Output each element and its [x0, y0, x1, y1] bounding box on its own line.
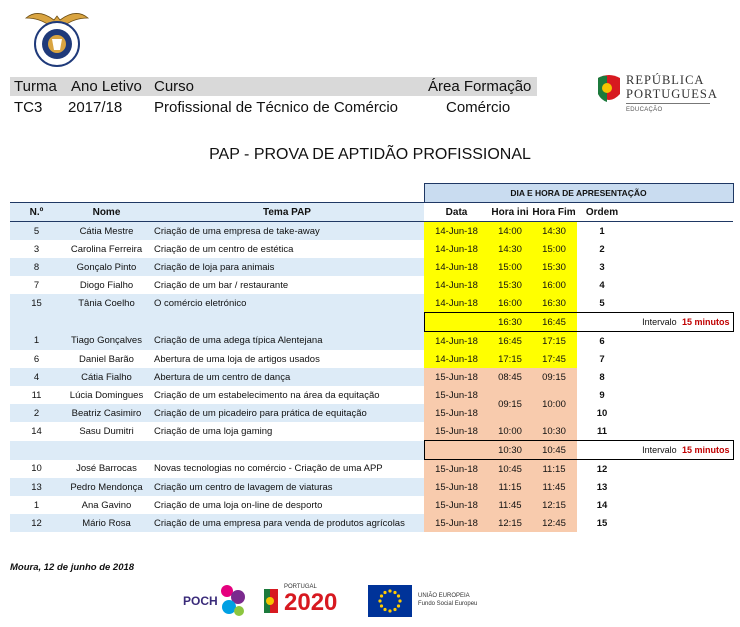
row-hora-ini: 14:30 [489, 240, 531, 258]
row-hora-ini: 08:45 [489, 368, 531, 386]
row-hora-fim: 15:00 [531, 240, 577, 258]
row-tema: Criação de uma adega típica Alentejana [154, 335, 323, 347]
row-num: 6 [33, 353, 40, 365]
row-data: 15-Jun-18 [424, 404, 489, 422]
row-num: 1 [33, 335, 40, 347]
row-num: 1 [33, 499, 40, 511]
break-hora-ini: 10:30 [489, 441, 531, 460]
row-tema: Criação de um picadeiro para prática de equitação [154, 407, 367, 419]
row-nome: Tiago Gonçalves [71, 335, 142, 347]
portugal-2020-logo [262, 583, 352, 619]
row-ordem: 6 [577, 332, 627, 351]
row-nome: Sasu Dumitri [79, 425, 134, 437]
row-num: 7 [33, 279, 40, 291]
row-hora-fim: 15:30 [531, 258, 577, 276]
row-tema: Abertura de uma loja de artigos usados [154, 353, 320, 365]
row-data: 15-Jun-18 [424, 478, 489, 496]
row-ordem: 1 [577, 222, 627, 241]
row-hora-ini: 12:15 [489, 514, 531, 532]
republica-line1: REPÚBLICA [626, 73, 705, 87]
table-row [10, 350, 733, 368]
row-tema: Criação de uma loja gaming [154, 425, 273, 437]
row-hora-ini: 09:15 [489, 386, 531, 422]
row-data: 15-Jun-18 [424, 368, 489, 386]
poch-logo [183, 583, 247, 619]
group-header: DIA E HORA DE APRESENTAÇÃO [424, 184, 733, 203]
row-hora-fim: 16:00 [531, 276, 577, 294]
portugal-2020-flag-icon [262, 587, 280, 615]
row-hora-fim: 12:15 [531, 496, 577, 514]
row-hora-ini: 15:00 [489, 258, 531, 276]
poch-text: POCH [183, 594, 218, 608]
row-hora-fim: 11:45 [531, 478, 577, 496]
eu-flag-icon [368, 585, 412, 617]
curso-label: Curso [154, 78, 195, 95]
break-hora-fim: 16:45 [531, 313, 577, 332]
republica-line2: PORTUGUESA [626, 87, 718, 101]
row-nome: Carolina Ferreira [70, 243, 143, 255]
table-row [10, 422, 733, 441]
eu-text-line1: UNIÃO EUROPEIA [418, 593, 470, 599]
row-num: 15 [31, 297, 42, 309]
row-num: 3 [33, 243, 40, 255]
row-nome: Lúcia Domingues [69, 389, 144, 401]
row-num: 8 [33, 261, 40, 273]
break-duration: 15 minutos [681, 316, 730, 327]
row-ordem: 11 [596, 425, 608, 437]
table-row [10, 478, 733, 496]
republica-divider [626, 103, 710, 104]
row-tema: Criação de loja para animais [154, 261, 275, 273]
row-data: 15-Jun-18 [424, 422, 489, 441]
row-hora-fim: 17:45 [531, 350, 577, 368]
row-num: 10 [31, 463, 42, 475]
row-hora-ini: 14:00 [489, 222, 531, 241]
area-formacao-value: Comércio [446, 99, 511, 116]
row-tema: Criação de uma empresa de take-away [154, 225, 320, 237]
row-nome: Beatriz Casimiro [71, 407, 142, 419]
area-formacao-label: Área Formação [428, 78, 532, 95]
col-data: Data [424, 203, 489, 222]
row-num: 4 [33, 371, 40, 383]
row-ordem: 10 [577, 404, 627, 422]
row-tema: Criação de uma loja on-line de desporto [154, 499, 323, 511]
row-ordem: 5 [577, 294, 627, 313]
table-row [10, 240, 733, 258]
row-ordem: 8 [577, 368, 627, 386]
row-hora-fim: 17:15 [531, 332, 577, 351]
row-nome: Diogo Fialho [79, 279, 134, 291]
row-hora-fim: 11:15 [531, 460, 577, 479]
poch-graphic-icon [217, 583, 247, 619]
row-hora-ini: 16:00 [489, 294, 531, 313]
curso-value: Profissional de Técnico de Comércio [154, 99, 399, 116]
break-row [10, 441, 733, 460]
col-hora-fim: Hora Fim [531, 203, 577, 222]
p2020-text: 2020 [284, 589, 338, 616]
row-tema: Criação de um centro de estética [154, 243, 294, 255]
row-hora-ini: 11:45 [489, 496, 531, 514]
row-ordem: 12 [596, 463, 608, 475]
row-tema: Abertura de um centro de dança [154, 371, 291, 383]
row-nome: Gonçalo Pinto [76, 261, 137, 273]
table-row [10, 222, 733, 241]
eu-text-line2: Fundo Social Europeu [418, 601, 478, 607]
row-hora-ini: 16:45 [489, 332, 531, 351]
row-ordem: 13 [577, 478, 627, 496]
row-nome: Daniel Barão [79, 353, 134, 365]
row-num: 12 [31, 517, 42, 529]
page-title: PAP - PROVA DE APTIDÃO PROFISSIONAL [209, 146, 531, 163]
row-hora-fim: 09:15 [531, 368, 577, 386]
table-row [10, 332, 733, 351]
row-hora-fim: 16:30 [531, 294, 577, 313]
row-nome: Pedro Mendonça [70, 481, 143, 493]
break-label: Intervalo [642, 444, 677, 455]
row-tema: Criação de um bar / restaurante [154, 279, 289, 291]
row-ordem: 7 [599, 353, 605, 365]
row-ordem: 9 [599, 389, 605, 401]
row-hora-fim: 10:00 [531, 386, 577, 422]
row-data: 14-Jun-18 [424, 222, 489, 241]
table-row [10, 496, 733, 514]
row-hora-fim: 12:45 [531, 514, 577, 532]
row-nome: Cátia Mestre [79, 225, 134, 237]
col-hora-ini: Hora ini [489, 203, 531, 222]
break-hora-fim: 10:45 [531, 441, 577, 460]
republica-portuguesa-logo [596, 72, 716, 118]
col-num: N.º [10, 203, 63, 222]
row-data: 15-Jun-18 [424, 514, 489, 532]
col-ordem: Ordem [577, 203, 627, 222]
row-tema: O comércio eletrónico [154, 297, 247, 309]
turma-value: TC3 [14, 99, 43, 116]
row-nome: Cátia Fialho [81, 371, 132, 383]
table-row [10, 404, 733, 422]
row-nome: Ana Gavino [81, 499, 132, 511]
row-hora-ini: 15:30 [489, 276, 531, 294]
table-row [10, 368, 733, 386]
row-data: 14-Jun-18 [424, 240, 489, 258]
row-hora-ini: 11:15 [489, 478, 531, 496]
row-tema: Criação um centro de lavagem de viaturas [154, 481, 333, 493]
row-num: 14 [31, 425, 42, 437]
table-row [10, 294, 733, 313]
table-row [10, 514, 733, 532]
footer-date: Moura, 12 de junho de 2018 [10, 562, 135, 573]
row-num: 5 [33, 225, 40, 237]
row-tema: Criação de um estabelecimento na área da equitação [154, 389, 380, 401]
ano-letivo-value: 2017/18 [68, 99, 123, 116]
row-ordem: 15 [577, 514, 627, 532]
eu-logo [368, 583, 488, 619]
row-hora-fim: 14:30 [531, 222, 577, 241]
row-data: 14-Jun-18 [424, 294, 489, 313]
col-tema: Tema PAP [150, 203, 424, 222]
row-ordem: 3 [577, 258, 627, 276]
table-row [10, 258, 733, 276]
row-nome: José Barrocas [76, 463, 137, 475]
row-tema: Criação de uma empresa para venda de produtos agrícolas [154, 517, 405, 529]
turma-label: Turma [14, 78, 57, 95]
table-row [10, 386, 733, 404]
row-tema: Novas tecnologias no comércio - Criação de uma APP [154, 463, 383, 475]
row-ordem: 4 [599, 279, 605, 291]
row-hora-ini: 17:15 [489, 350, 531, 368]
row-num: 11 [31, 389, 42, 401]
row-ordem: 14 [596, 499, 608, 511]
row-data: 14-Jun-18 [424, 258, 489, 276]
row-data: 15-Jun-18 [424, 386, 489, 404]
row-data: 14-Jun-18 [424, 350, 489, 368]
column-header-row [10, 203, 733, 222]
row-hora-ini: 10:00 [489, 422, 531, 441]
row-num: 13 [31, 481, 42, 493]
break-hora-ini: 16:30 [489, 313, 531, 332]
school-emblem-icon [24, 6, 90, 70]
row-ordem: 2 [599, 243, 605, 255]
table-row [10, 276, 733, 294]
row-num: 2 [33, 407, 40, 419]
row-nome: Mário Rosa [82, 517, 131, 529]
row-data: 15-Jun-18 [424, 496, 489, 514]
ano-letivo-label: Ano Letivo [71, 78, 142, 95]
portugal-flag-icon [596, 74, 622, 106]
row-nome: Tânia Coelho [78, 297, 135, 309]
table-row [10, 460, 733, 479]
row-hora-fim: 10:30 [531, 422, 577, 441]
col-nome: Nome [63, 203, 150, 222]
break-row [10, 313, 733, 332]
row-data: 14-Jun-18 [424, 332, 489, 351]
schedule-table [10, 183, 734, 532]
row-hora-ini: 10:45 [489, 460, 531, 479]
row-data: 14-Jun-18 [424, 276, 489, 294]
row-data: 15-Jun-18 [424, 460, 489, 479]
portugal-text: PORTUGAL [284, 584, 317, 590]
break-duration: 15 minutos [681, 444, 730, 455]
break-label: Intervalo [642, 316, 677, 327]
republica-sub: EDUCAÇÃO [626, 107, 663, 113]
